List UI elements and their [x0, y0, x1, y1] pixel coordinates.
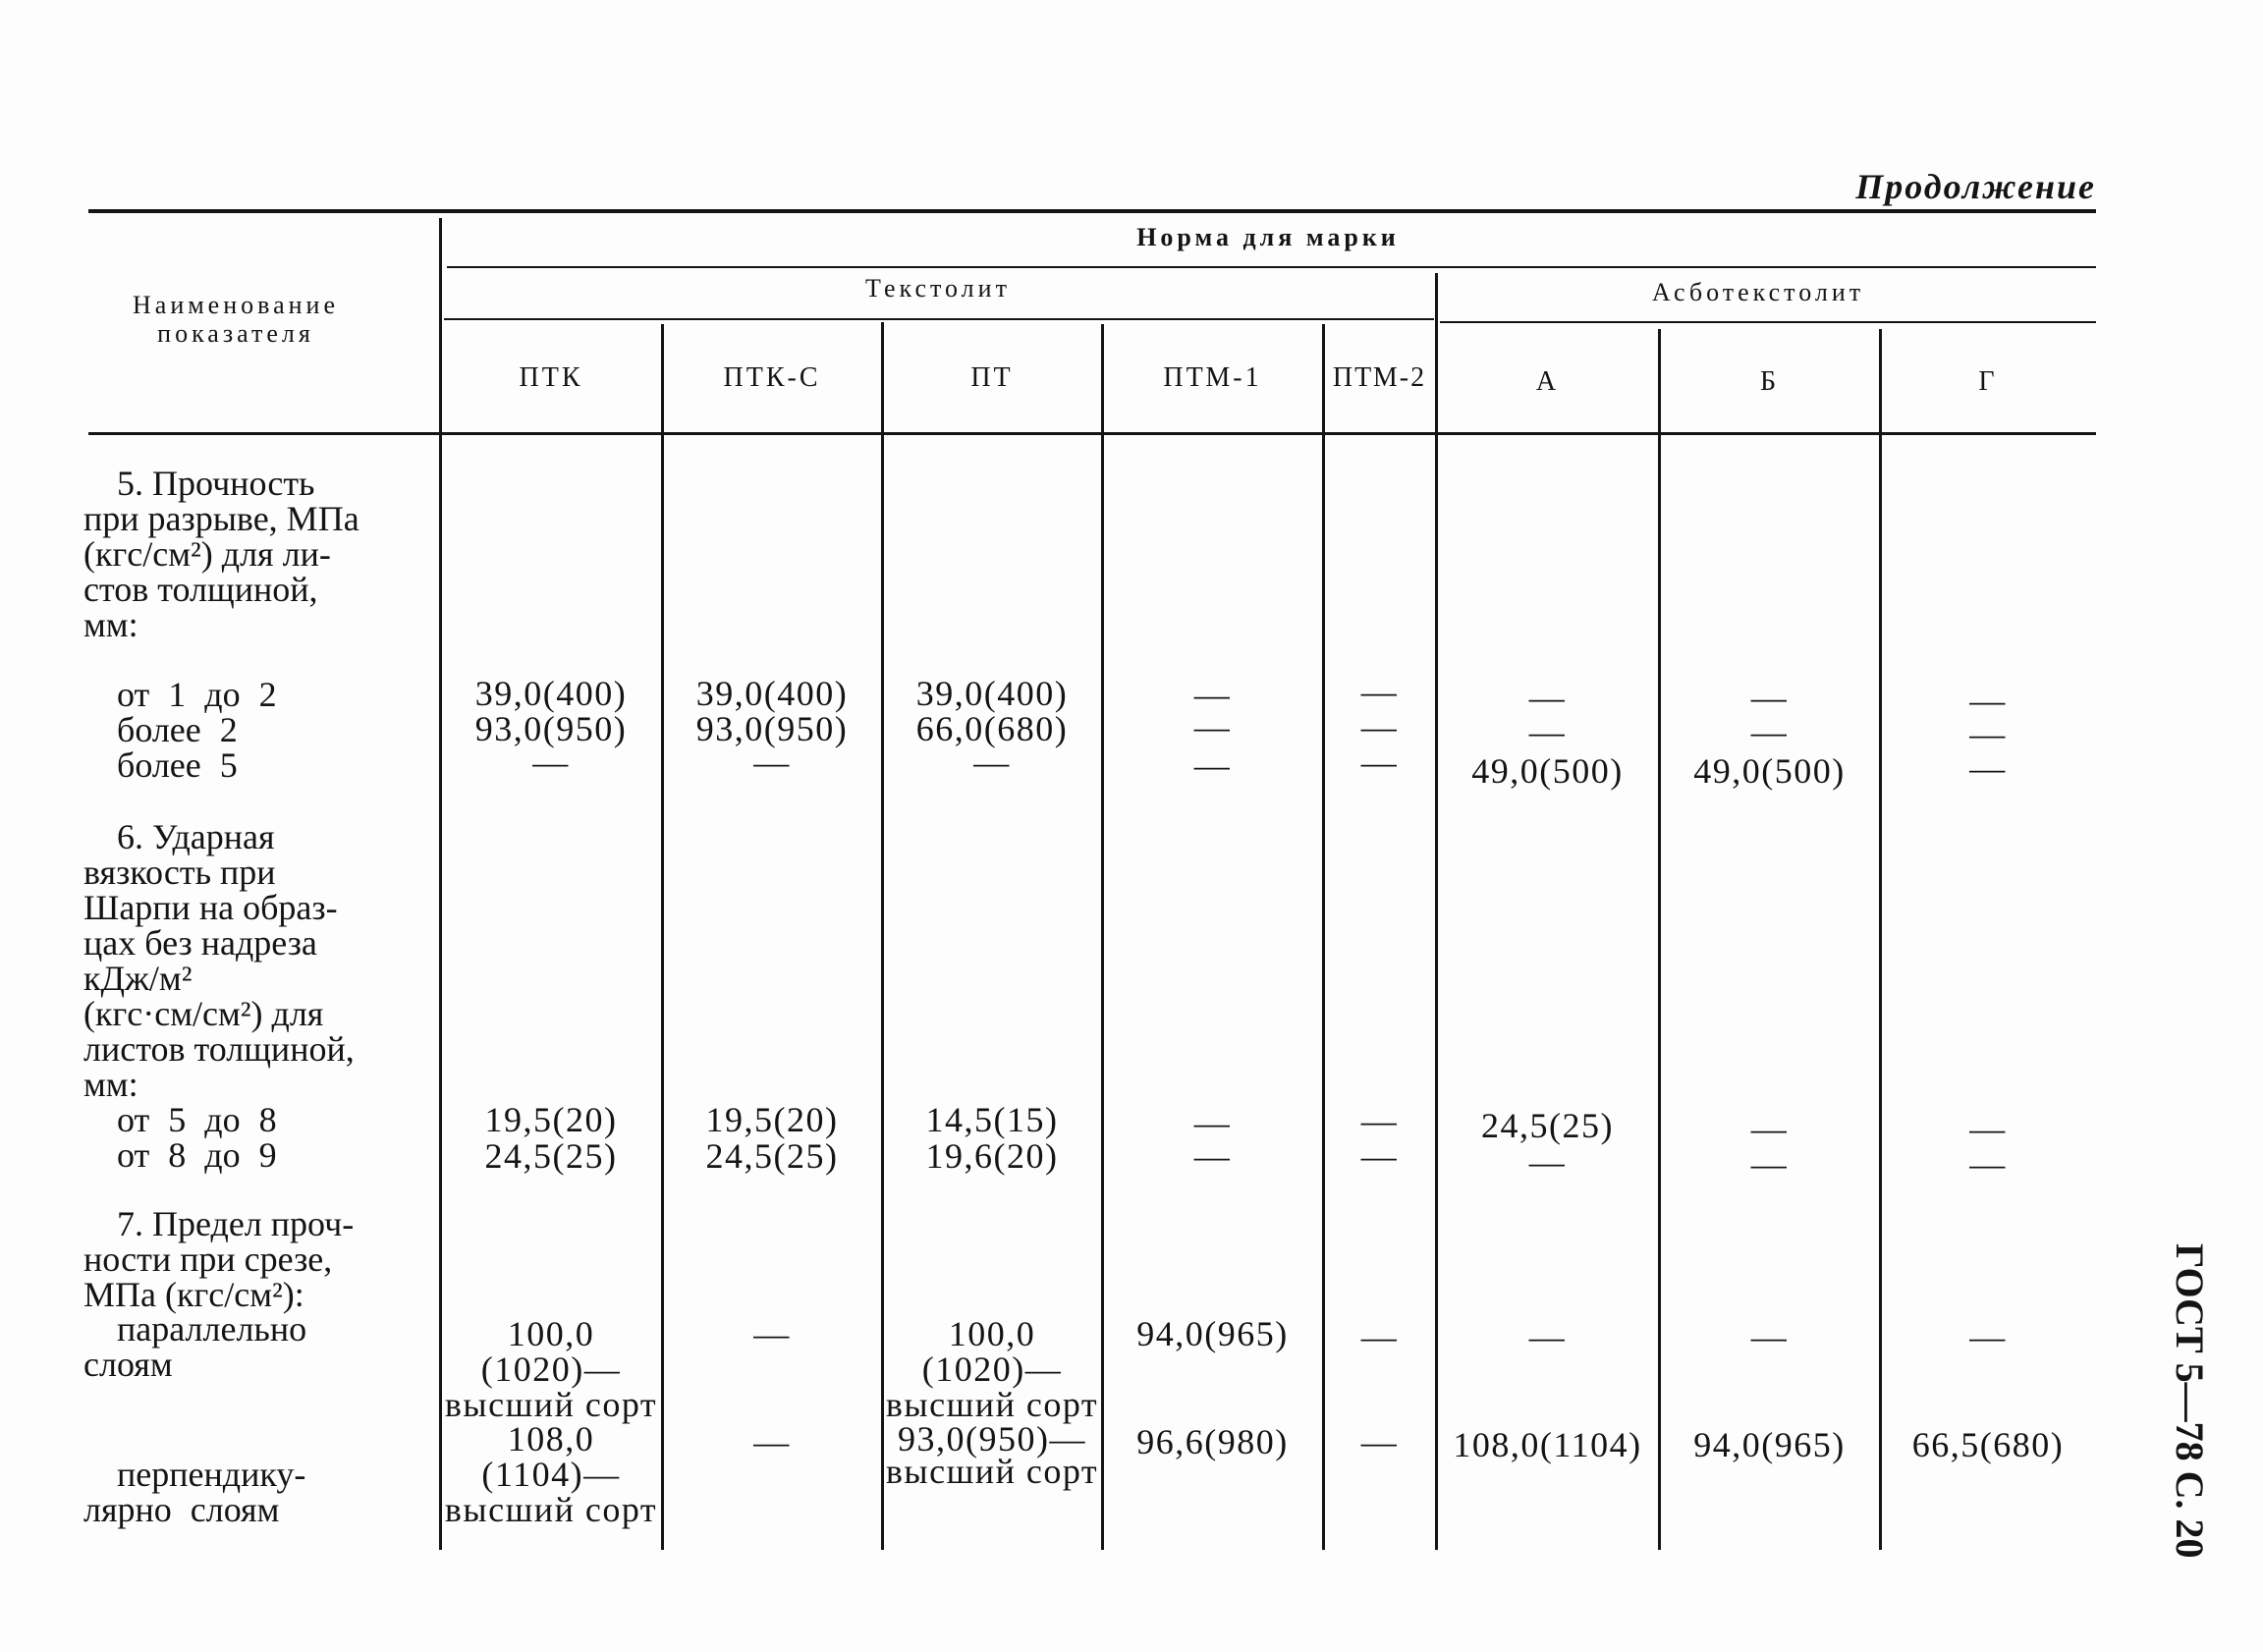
row-5-sub-3-label: более 5 — [117, 745, 238, 785]
value-cell-ptk-s: 39,0(400) — [695, 674, 849, 713]
row-7-label: 7. Предел проч- ности при срезе, МПа (кгс/см²): — [83, 1204, 355, 1314]
value-cell-pt: 19,6(20) — [925, 1136, 1059, 1176]
value-cell-g: — — [1969, 748, 2007, 788]
value-cell-a: 24,5(25) — [1481, 1106, 1614, 1145]
value-cell-b: — — [1750, 1109, 1789, 1148]
value-cell-pt: 39,0(400) — [915, 674, 1069, 713]
value-cell-ptk: 93,0(950) — [474, 709, 628, 748]
value-cell-a: — — [1528, 1317, 1567, 1356]
column-divider — [1435, 273, 1438, 1550]
grade-header-pt: ПТ — [970, 362, 1014, 393]
row-6-sub-1-label: от 5 до 8 — [117, 1100, 277, 1139]
value-cell-b: 94,0(965) — [1693, 1425, 1846, 1464]
value-cell-g: — — [1969, 681, 2007, 720]
value-cell-b: — — [1750, 1144, 1789, 1184]
value-cell-ptk: — — [532, 743, 570, 782]
grade-header-g: Г — [1978, 366, 1998, 397]
value-cell-pt: 66,0(680) — [915, 709, 1069, 748]
value-cell-g: 66,5(680) — [1911, 1425, 2065, 1464]
value-cell-ptk-s: — — [753, 1314, 791, 1353]
grade-header-ptk: ПТК — [519, 362, 583, 393]
value-cell-ptk-s: 19,5(20) — [705, 1100, 839, 1139]
value-cell-ptk-s: — — [753, 1422, 791, 1461]
value-cell-a: — — [1528, 712, 1567, 751]
value-cell-b: 49,0(500) — [1693, 751, 1846, 791]
value-cell-ptm-2: — — [1360, 1101, 1399, 1140]
value-cell-ptk-s: 24,5(25) — [705, 1136, 839, 1176]
column-divider — [1879, 329, 1882, 1550]
row-5-sub-1-label: от 1 до 2 — [117, 675, 277, 714]
value-cell-b: — — [1750, 678, 1789, 717]
value-cell-pt: 100,0 (1020)— высший сорт — [885, 1314, 1099, 1424]
value-cell-g: — — [1969, 714, 2007, 753]
grade-header-b: Б — [1759, 366, 1780, 397]
grade-header-ptk-s: ПТК-С — [723, 362, 821, 393]
value-cell-ptm-1: 96,6(980) — [1136, 1422, 1289, 1461]
document-designation: ГОСТ 5—78 С. 20 — [2168, 1243, 2212, 1559]
value-cell-ptk: 24,5(25) — [484, 1136, 618, 1176]
grade-header-ptm-2: ПТМ-2 — [1332, 362, 1427, 393]
row-6-sub-2-label: от 8 до 9 — [117, 1135, 277, 1175]
textolite-group-header: Текстолит — [865, 274, 1011, 303]
asbotextolite-group-underline — [1440, 321, 2096, 323]
value-cell-ptm-2: — — [1360, 672, 1399, 711]
grade-header-a: А — [1535, 366, 1560, 397]
value-cell-ptk: 39,0(400) — [474, 674, 628, 713]
value-cell-ptm-1: — — [1193, 675, 1232, 714]
value-cell-ptk-s: — — [753, 743, 791, 782]
value-cell-ptm-1: — — [1193, 1103, 1232, 1142]
value-cell-ptm-1: — — [1193, 745, 1232, 785]
continuation-label: Продолжение — [1855, 167, 2096, 206]
value-cell-ptm-2: — — [1360, 1136, 1399, 1176]
value-cell-g: — — [1969, 1317, 2007, 1356]
value-cell-g: — — [1969, 1144, 2007, 1184]
value-cell-ptk: 19,5(20) — [484, 1100, 618, 1139]
header-bottom-rule — [88, 432, 2096, 435]
norm-header: Норма для марки — [1136, 223, 1400, 251]
value-cell-pt: 93,0(950)— высший сорт — [885, 1419, 1099, 1491]
table-top-rule — [88, 209, 2096, 213]
column-divider — [1658, 329, 1661, 1550]
value-cell-ptm-2: — — [1360, 1422, 1399, 1461]
row-6-label: 6. Ударная вязкость при Шарпи на образ- цах без надреза кДж/м² (кгс·см/см²) для листов толщиной, мм: — [83, 817, 355, 1104]
value-cell-b: — — [1750, 1317, 1789, 1356]
row-7-sub-2-label: перпендику- лярно слоям — [83, 1455, 306, 1529]
value-cell-ptm-2: — — [1360, 707, 1399, 746]
column-divider — [1322, 324, 1325, 1550]
value-cell-ptk: 108,0 (1104)— высший сорт — [444, 1419, 658, 1529]
value-cell-ptk-s: 93,0(950) — [695, 709, 849, 748]
row-5-sub-2-label: более 2 — [117, 710, 238, 749]
value-cell-ptm-1: — — [1193, 1136, 1232, 1176]
value-cell-ptm-1: — — [1193, 707, 1232, 746]
value-cell-a: — — [1528, 1142, 1567, 1182]
value-cell-g: — — [1969, 1109, 2007, 1148]
value-cell-pt: — — [973, 743, 1011, 782]
value-cell-ptm-1: 94,0(965) — [1136, 1314, 1289, 1353]
value-cell-a: — — [1528, 678, 1567, 717]
value-cell-ptk: 100,0 (1020)— высший сорт — [444, 1314, 658, 1424]
norm-header-underline — [447, 266, 2096, 268]
value-cell-b: — — [1750, 712, 1789, 751]
value-cell-ptm-2: — — [1360, 743, 1399, 782]
row-5-label: 5. Прочность при разрыве, МПа (кгс/см²) для ли- стов толщиной, мм: — [83, 464, 359, 644]
value-cell-a: 108,0(1104) — [1453, 1425, 1642, 1464]
textolite-group-underline — [444, 318, 1434, 320]
row-7-sub-1-label: параллельно слоям — [83, 1309, 307, 1384]
asbotextolite-group-header: Асботекстолит — [1651, 278, 1865, 306]
value-cell-ptm-2: — — [1360, 1317, 1399, 1356]
value-cell-pt: 14,5(15) — [925, 1100, 1059, 1139]
parameter-column-header: Наименование показателя — [133, 291, 339, 348]
value-cell-a: 49,0(500) — [1471, 751, 1624, 791]
grade-header-ptm-1: ПТМ-1 — [1163, 362, 1262, 393]
